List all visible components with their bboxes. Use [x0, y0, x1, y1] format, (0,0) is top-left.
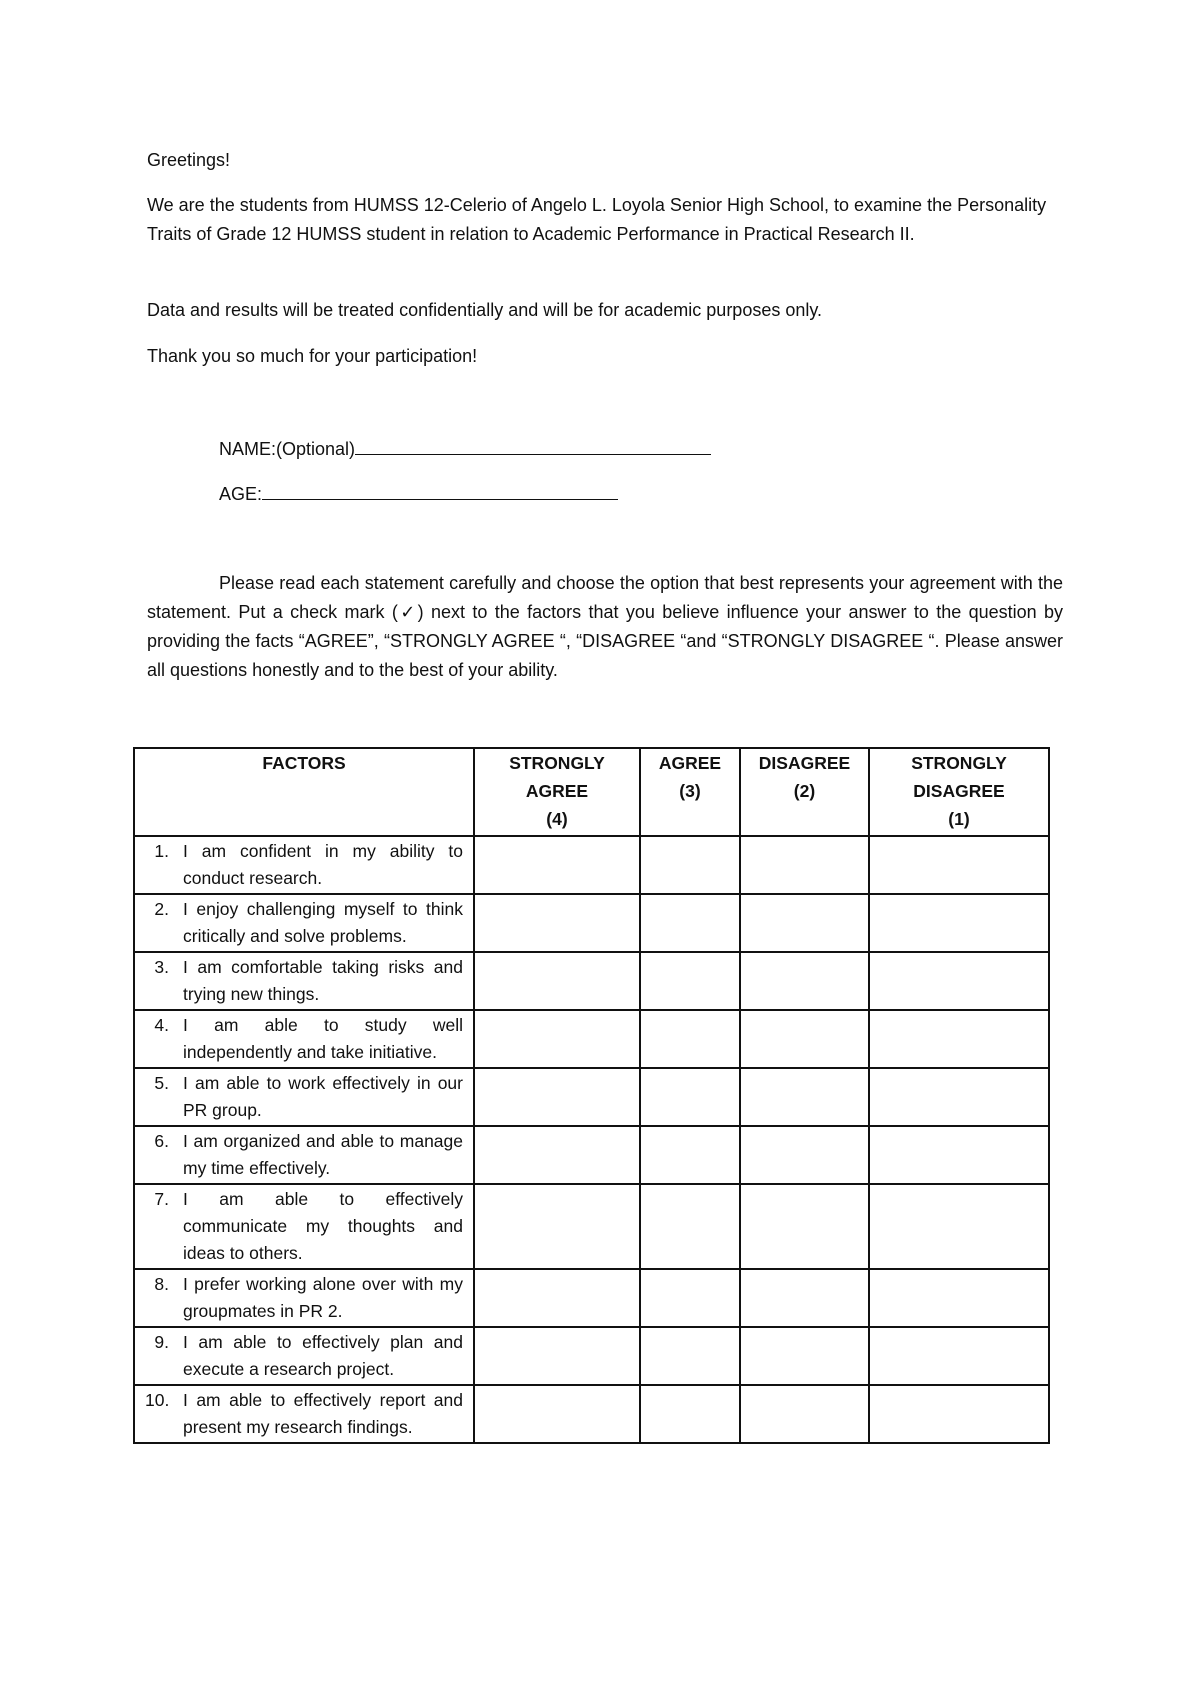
table-row	[134, 836, 1049, 894]
factor-cell	[134, 1184, 474, 1269]
score-4: (4)	[546, 809, 568, 829]
intro-paragraph: We are the students from HUMSS 12-Celerio of Angelo L. Loyola Senior High School, to examine the Personality Traits of Grade 12 HUMSS student in relation to Academic Performance in Practical Research II.	[147, 195, 1047, 244]
check-cell-agree[interactable]	[640, 836, 740, 894]
check-cell-strongly-disagree[interactable]	[869, 894, 1049, 952]
check-cell-disagree[interactable]	[740, 836, 869, 894]
check-cell-agree[interactable]	[640, 1385, 740, 1443]
factor-number: 4.	[154, 1015, 169, 1035]
factor-statement: I am able to work effectively in our PR group.	[183, 1073, 463, 1120]
check-cell-strongly-agree[interactable]	[474, 1385, 640, 1443]
factor-statement: I enjoy challenging myself to think critically and solve problems.	[183, 899, 463, 946]
name-label: NAME:(Optional)	[219, 439, 356, 459]
check-cell-disagree[interactable]	[740, 1385, 869, 1443]
header-strongly-agree: STRONGLY AGREE (4)	[474, 748, 640, 836]
table-row	[134, 1126, 1049, 1184]
factor-cell	[134, 894, 474, 952]
factor-cell	[134, 952, 474, 1010]
factor-number: 5.	[154, 1073, 169, 1093]
header-strongly-disagree: STRONGLY DISAGREE (1)	[869, 748, 1049, 836]
score-1: (1)	[948, 809, 970, 829]
check-cell-strongly-disagree[interactable]	[869, 836, 1049, 894]
factor-statement: I am able to effectively communicate my thoughts and ideas to others.	[183, 1189, 463, 1263]
header-disagree: DISAGREE (2)	[740, 748, 869, 836]
table-row	[134, 1184, 1049, 1269]
confidentiality-note: Data and results will be treated confidentially and will be for academic purposes only.	[147, 300, 823, 320]
check-cell-strongly-agree[interactable]	[474, 1126, 640, 1184]
factor-statement: I am able to effectively report and present my research findings.	[183, 1390, 463, 1437]
factor-cell	[134, 1126, 474, 1184]
table-row	[134, 1010, 1049, 1068]
age-field[interactable]	[219, 481, 618, 506]
score-2: (2)	[793, 781, 816, 801]
check-cell-strongly-disagree[interactable]	[869, 1068, 1049, 1126]
check-cell-agree[interactable]	[640, 1126, 740, 1184]
name-field[interactable]	[219, 436, 711, 461]
factor-cell	[134, 1010, 474, 1068]
factor-statement: I am confident in my ability to conduct research.	[183, 841, 463, 888]
check-cell-strongly-disagree[interactable]	[869, 1385, 1049, 1443]
check-cell-disagree[interactable]	[740, 1327, 869, 1385]
check-cell-agree[interactable]	[640, 1327, 740, 1385]
factor-number: 7.	[154, 1189, 169, 1209]
name-blank-line[interactable]	[355, 436, 711, 455]
instructions-paragraph: Please read each statement carefully and choose the option that best represents your agreement with the statement. Put a check mark (✓) next to the factors that you believe influence your answer to the question by providing the facts “AGREE”, “STRONGLY AGREE “, “DISAGREE “and “STRONGLY DISAGREE “. Please answer all questions honestly and to the best of your ability.	[147, 573, 1063, 680]
check-cell-agree[interactable]	[640, 1010, 740, 1068]
check-cell-strongly-agree[interactable]	[474, 1068, 640, 1126]
greeting-text: Greetings!	[147, 150, 231, 170]
check-cell-strongly-agree[interactable]	[474, 1269, 640, 1327]
factor-number: 6.	[154, 1131, 169, 1151]
header-factors: FACTORS	[134, 748, 474, 836]
factor-cell	[134, 836, 474, 894]
table-row	[134, 894, 1049, 952]
factor-number: 8.	[154, 1274, 169, 1294]
check-cell-agree[interactable]	[640, 1184, 740, 1269]
check-cell-strongly-agree[interactable]	[474, 894, 640, 952]
factor-statement: I prefer working alone over with my groupmates in PR 2.	[183, 1274, 463, 1321]
factor-cell	[134, 1068, 474, 1126]
check-cell-strongly-agree[interactable]	[474, 952, 640, 1010]
factor-number: 1.	[154, 841, 169, 861]
check-cell-strongly-agree[interactable]	[474, 1010, 640, 1068]
check-cell-disagree[interactable]	[740, 1126, 869, 1184]
table-row	[134, 1269, 1049, 1327]
survey-table	[133, 747, 1050, 1444]
check-cell-disagree[interactable]	[740, 1010, 869, 1068]
check-cell-strongly-disagree[interactable]	[869, 952, 1049, 1010]
check-cell-strongly-disagree[interactable]	[869, 1010, 1049, 1068]
check-cell-strongly-disagree[interactable]	[869, 1269, 1049, 1327]
check-cell-strongly-agree[interactable]	[474, 1184, 640, 1269]
table-header-row	[134, 748, 1049, 836]
table-row	[134, 1068, 1049, 1126]
factor-statement: I am comfortable taking risks and trying new things.	[183, 957, 463, 1004]
factor-statement: I am able to study well independently and take initiative.	[183, 1015, 463, 1062]
check-cell-strongly-agree[interactable]	[474, 836, 640, 894]
check-cell-disagree[interactable]	[740, 952, 869, 1010]
factor-number: 10.	[145, 1390, 170, 1410]
factor-number: 9.	[154, 1332, 169, 1352]
check-cell-agree[interactable]	[640, 894, 740, 952]
factor-cell	[134, 1327, 474, 1385]
factor-cell	[134, 1269, 474, 1327]
header-agree: AGREE (3)	[640, 748, 740, 836]
check-cell-disagree[interactable]	[740, 894, 869, 952]
age-blank-line[interactable]	[262, 481, 618, 500]
factor-number: 2.	[154, 899, 169, 919]
table-row	[134, 952, 1049, 1010]
check-cell-agree[interactable]	[640, 952, 740, 1010]
thanks-text: Thank you so much for your participation!	[147, 346, 478, 366]
factor-number: 3.	[154, 957, 169, 977]
check-cell-strongly-disagree[interactable]	[869, 1126, 1049, 1184]
check-cell-strongly-disagree[interactable]	[869, 1184, 1049, 1269]
score-3: (3)	[679, 781, 701, 801]
check-cell-disagree[interactable]	[740, 1269, 869, 1327]
table-row	[134, 1385, 1049, 1443]
check-cell-agree[interactable]	[640, 1068, 740, 1126]
check-cell-agree[interactable]	[640, 1269, 740, 1327]
factor-statement: I am organized and able to manage my time effectively.	[183, 1131, 463, 1178]
factor-statement: I am able to effectively plan and execute a research project.	[183, 1332, 463, 1379]
factor-cell	[134, 1385, 474, 1443]
check-cell-strongly-agree[interactable]	[474, 1327, 640, 1385]
check-cell-disagree[interactable]	[740, 1068, 869, 1126]
age-label: AGE:	[219, 484, 263, 504]
check-cell-strongly-disagree[interactable]	[869, 1327, 1049, 1385]
check-cell-disagree[interactable]	[740, 1184, 869, 1269]
table-row	[134, 1327, 1049, 1385]
